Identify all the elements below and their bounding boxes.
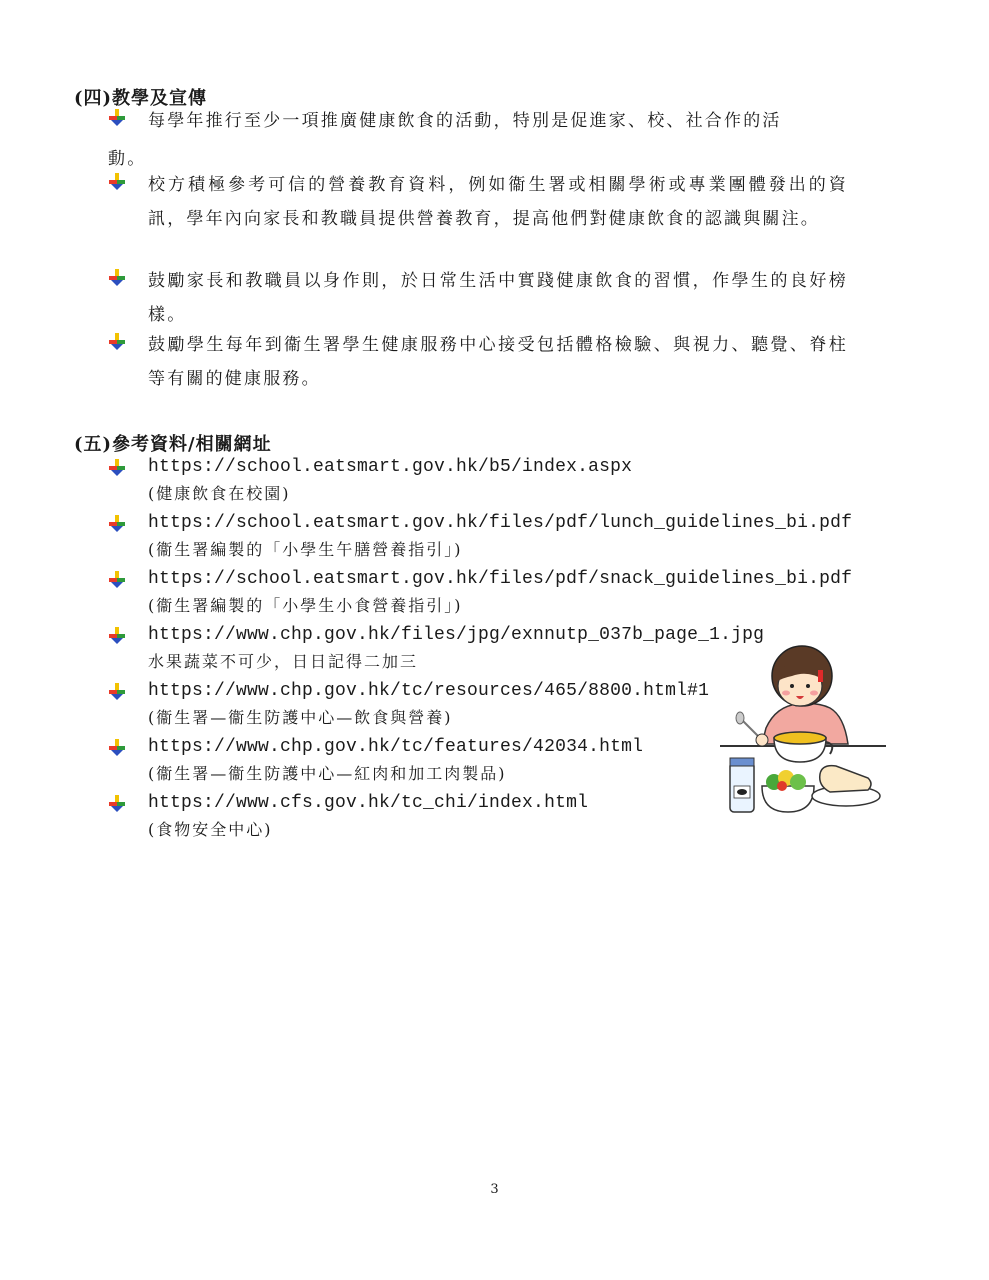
bullet-text-continuation: 動。	[108, 149, 147, 169]
reference-url[interactable]: https://www.chp.gov.hk/files/jpg/exnnutp_037b_page_1.jpg	[148, 625, 765, 645]
page-number: 3	[490, 1182, 499, 1197]
reference-description: (衞生署編製的「小學生午膳營養指引」)	[148, 540, 463, 559]
section-5-heading: (五)參考資料/相關網址	[74, 434, 272, 455]
arrow-down-bullet-icon	[108, 172, 126, 190]
list-item	[108, 264, 848, 332]
reference-url[interactable]: https://www.cfs.gov.hk/tc_chi/index.html	[148, 793, 589, 813]
reference-link-item	[108, 454, 828, 508]
reference-url[interactable]: https://school.eatsmart.gov.hk/files/pdf/lunch_guidelines_bi.pdf	[148, 513, 853, 533]
arrow-down-bullet-icon	[108, 268, 126, 286]
reference-description: (衞生署—衞生防護中心—飲食與營養)	[148, 708, 453, 727]
arrow-down-bullet-icon	[108, 626, 126, 644]
arrow-down-bullet-icon	[108, 458, 126, 476]
arrow-down-bullet-icon	[108, 794, 126, 812]
child-eating-breakfast-icon	[718, 636, 888, 826]
list-item	[108, 104, 848, 138]
reference-description: (衞生署—衞生防護中心—紅肉和加工肉製品)	[148, 764, 507, 783]
bullet-text: 每學年推行至少一項推廣健康飲食的活動，特別是促進家、校、社合作的活	[148, 111, 782, 131]
section-4-heading: (四)教學及宣傳	[74, 88, 208, 109]
bullet-text: 鼓勵學生每年到衞生署學生健康服務中心接受包括體格檢驗、與視力、聽覺、脊柱等有關的健康服務。	[148, 335, 848, 389]
arrow-down-bullet-icon	[108, 682, 126, 700]
bullet-text: 校方積極參考可信的營養教育資料，例如衞生署或相關學術或專業團體發出的資訊，學年內向家長和教職員提供營養教育，提高他們對健康飲食的認識與關注。	[148, 175, 848, 229]
reference-description: (衞生署編製的「小學生小食營養指引」)	[148, 596, 463, 615]
arrow-down-bullet-icon	[108, 514, 126, 532]
arrow-down-bullet-icon	[108, 108, 126, 126]
arrow-down-bullet-icon	[108, 332, 126, 350]
arrow-down-bullet-icon	[108, 738, 126, 756]
reference-url[interactable]: https://www.chp.gov.hk/tc/features/42034.html	[148, 737, 644, 757]
reference-description: 水果蔬菜不可少，日日記得二加三	[148, 652, 419, 671]
reference-description: (食物安全中心)	[148, 820, 273, 839]
list-item	[108, 328, 848, 396]
reference-link-item	[108, 566, 853, 620]
reference-description: (健康飲食在校園)	[148, 484, 291, 503]
reference-url[interactable]: https://school.eatsmart.gov.hk/b5/index.aspx	[148, 457, 633, 477]
reference-url[interactable]: https://school.eatsmart.gov.hk/files/pdf/snack_guidelines_bi.pdf	[148, 569, 853, 589]
list-item	[108, 168, 848, 236]
bullet-text: 鼓勵家長和教職員以身作則，於日常生活中實踐健康飲食的習慣，作學生的良好榜樣。	[148, 271, 848, 325]
arrow-down-bullet-icon	[108, 570, 126, 588]
reference-url[interactable]: https://www.chp.gov.hk/tc/resources/465/8800.html#1	[148, 681, 710, 701]
reference-link-item	[108, 510, 853, 564]
